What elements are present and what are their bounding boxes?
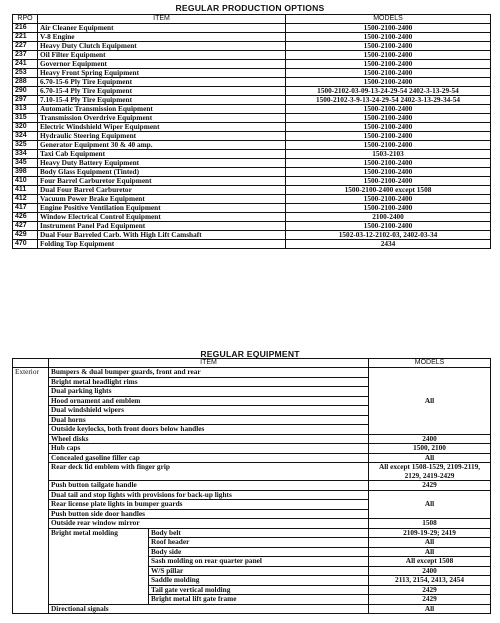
table-row — [13, 24, 491, 33]
molding-item: Bright metal lift gate frame — [149, 595, 369, 605]
rpo-header: RPO — [13, 15, 38, 24]
models-cell: 1500-2100-2400 — [286, 195, 491, 204]
models-cell: 1500-2100-2400 — [286, 42, 491, 51]
models-cell: 1500-2100-2400 — [286, 69, 491, 78]
models-cell: 1500-2102-03-09-13-24-29-54 2402-3-13-29-54 — [286, 87, 491, 96]
item-cell: 6.70-15-6 Ply Tire Equipment — [38, 78, 286, 87]
equipment-models: 2400 — [369, 434, 491, 444]
table-row — [13, 453, 491, 463]
equipment-item: Dual parking lights — [49, 387, 369, 397]
equipment-item: Push button tailgate handle — [49, 481, 369, 491]
item-header: ITEM — [38, 15, 286, 24]
equipment-models: All — [369, 547, 491, 557]
molding-item: Body belt — [149, 528, 369, 538]
table-row — [13, 434, 491, 444]
equipment-item: Directional signals — [49, 604, 369, 614]
models-cell: 1500-2100-2400 — [286, 204, 491, 213]
equipment-models: All except 1508-1529, 2109-2119, 2129, 2419-2429 — [369, 463, 491, 481]
models-cell: 1500-2100-2400 — [286, 60, 491, 69]
item-cell: Four Barrel Carburetor Equipment — [38, 177, 286, 186]
regular-equipment-table — [12, 358, 491, 614]
item-cell: Electric Windshield Wiper Equipment — [38, 123, 286, 132]
equipment-models: All — [369, 368, 491, 435]
equipment-item: Dual windshield wipers — [49, 406, 369, 416]
item-cell: Window Electrical Control Equipment — [38, 213, 286, 222]
molding-item: Saddle molding — [149, 576, 369, 586]
molding-item: Roof header — [149, 538, 369, 548]
rpo-cell: 398 — [13, 168, 38, 177]
molding-item: Sash molding on rear quarter panel — [149, 557, 369, 567]
rpo-cell: 227 — [13, 42, 38, 51]
equipment-item: Rear deck lid emblem with finger grip — [49, 463, 369, 481]
models-cell: 2100-2400 — [286, 213, 491, 222]
item-cell: Folding Top Equipment — [38, 240, 286, 249]
rpo-cell: 288 — [13, 78, 38, 87]
item-cell: V-8 Engine — [38, 33, 286, 42]
item-cell: 6.70-15-4 Ply Tire Equipment — [38, 87, 286, 96]
rpo-cell: 426 — [13, 213, 38, 222]
table-header-row — [13, 15, 491, 24]
item-cell: Oil Filter Equipment — [38, 51, 286, 60]
item-cell: Hydraulic Steering Equipment — [38, 132, 286, 141]
table-row — [13, 78, 491, 87]
molding-item: W/S pillar — [149, 566, 369, 576]
table-row — [13, 195, 491, 204]
table-row — [13, 123, 491, 132]
category-label: Exterior — [13, 368, 49, 614]
item-cell: Vacuum Power Brake Equipment — [38, 195, 286, 204]
equipment-models: All — [369, 453, 491, 463]
equipment-models: 2429 — [369, 481, 491, 491]
rpo-cell: 237 — [13, 51, 38, 60]
table-header-row — [13, 359, 491, 368]
table-row — [13, 159, 491, 168]
equipment-item: Outside rear window mirror — [49, 519, 369, 529]
models-cell: 1500-2100-2400 — [286, 177, 491, 186]
item-cell: Governor Equipment — [38, 60, 286, 69]
models-cell: 1500-2100-2400 — [286, 159, 491, 168]
table-row — [13, 186, 491, 195]
table-row — [13, 368, 491, 378]
models-cell: 2434 — [286, 240, 491, 249]
models-cell: 1500-2100-2400 — [286, 222, 491, 231]
equipment-item: Push button side door handles — [49, 509, 369, 519]
models-cell: 1500-2100-2400 — [286, 141, 491, 150]
equipment-models: 2400 — [369, 566, 491, 576]
item-cell: Heavy Front Spring Equipment — [38, 69, 286, 78]
rpo-cell: 253 — [13, 69, 38, 78]
table-row — [13, 177, 491, 186]
rpo-cell: 429 — [13, 231, 38, 240]
table-row — [13, 168, 491, 177]
rpo-cell: 241 — [13, 60, 38, 69]
item-cell: Heavy Duty Battery Equipment — [38, 159, 286, 168]
equipment-models: 2109-19-29; 2419 — [369, 528, 491, 538]
molding-item: Tail gate vertical molding — [149, 585, 369, 595]
item-cell: Engine Positive Ventilation Equipment — [38, 204, 286, 213]
equipment-models: 1508 — [369, 519, 491, 529]
equipment-models: All except 1508 — [369, 557, 491, 567]
table-row — [13, 132, 491, 141]
equipment-item: Hood ornament and emblem — [49, 396, 369, 406]
table-row — [13, 519, 491, 529]
item-cell: Heavy Duty Clutch Equipment — [38, 42, 286, 51]
equipment-item: Concealed gasoline filler cap — [49, 453, 369, 463]
table-row — [13, 481, 491, 491]
molding-group-label: Bright metal molding — [49, 528, 149, 604]
table-row — [13, 213, 491, 222]
table-row — [13, 105, 491, 114]
rpo-cell: 334 — [13, 150, 38, 159]
models-cell: 1500-2100-2400 — [286, 114, 491, 123]
item-cell: Generator Equipment 30 & 40 amp. — [38, 141, 286, 150]
item-cell: 7.10-15-4 Ply Tire Equipment — [38, 96, 286, 105]
equipment-models: 2429 — [369, 595, 491, 605]
table-row — [13, 51, 491, 60]
item-cell: Dual Four Barreled Carb. With High Lift Camshaft — [38, 231, 286, 240]
item-cell: Automatic Transmission Equipment — [38, 105, 286, 114]
models-cell: 1503-2103 — [286, 150, 491, 159]
models-cell: 1500-2100-2400 — [286, 33, 491, 42]
equipment-models: All — [369, 490, 491, 519]
production-options-title: REGULAR PRODUCTION OPTIONS — [175, 3, 325, 13]
models-header: MODELS — [369, 359, 491, 368]
table-row — [13, 444, 491, 454]
rpo-cell: 345 — [13, 159, 38, 168]
table-row — [13, 240, 491, 249]
equipment-models: All — [369, 604, 491, 614]
rpo-cell: 324 — [13, 132, 38, 141]
equipment-item: Bumpers & dual bumper guards, front and rear — [49, 368, 369, 378]
rpo-cell: 320 — [13, 123, 38, 132]
molding-item: Body side — [149, 547, 369, 557]
models-cell: 1500-2100-2400 — [286, 51, 491, 60]
item-cell: Body Glass Equipment (Tinted) — [38, 168, 286, 177]
item-header: ITEM — [49, 359, 369, 368]
models-cell: 1500-2102-3-9-13-24-29-54 2402-3-13-29-34-54 — [286, 96, 491, 105]
rpo-cell: 290 — [13, 87, 38, 96]
table-row — [13, 87, 491, 96]
item-cell: Instrument Panel Pad Equipment — [38, 222, 286, 231]
item-cell: Taxi Cab Equipment — [38, 150, 286, 159]
rpo-cell: 315 — [13, 114, 38, 123]
table-row — [13, 222, 491, 231]
rpo-cell: 470 — [13, 240, 38, 249]
rpo-cell: 216 — [13, 24, 38, 33]
table-row — [13, 231, 491, 240]
table-row — [13, 141, 491, 150]
models-cell: 1502-03-12-2102-03, 2402-03-34 — [286, 231, 491, 240]
equipment-item: Bright metal headlight rims — [49, 377, 369, 387]
rpo-cell: 221 — [13, 33, 38, 42]
rpo-cell: 417 — [13, 204, 38, 213]
table-row — [13, 604, 491, 614]
equipment-item: Outside keylocks, both front doors below handles — [49, 425, 369, 435]
models-cell: 1500-2100-2400 except 1508 — [286, 186, 491, 195]
equipment-item: Wheel disks — [49, 434, 369, 444]
table-row — [13, 528, 491, 538]
equipment-item: Dual horns — [49, 415, 369, 425]
item-cell: Dual Four Barrel Carburetor — [38, 186, 286, 195]
table-row — [13, 33, 491, 42]
production-options-table — [12, 14, 491, 249]
regular-equipment-title: REGULAR EQUIPMENT — [200, 349, 300, 359]
table-row — [13, 463, 491, 481]
rpo-cell: 410 — [13, 177, 38, 186]
equipment-models: 1500, 2100 — [369, 444, 491, 454]
table-row — [13, 490, 491, 500]
rpo-cell: 325 — [13, 141, 38, 150]
models-cell: 1500-2100-2400 — [286, 132, 491, 141]
equipment-item: Hub caps — [49, 444, 369, 454]
equipment-models: 2113, 2154, 2413, 2454 — [369, 576, 491, 586]
table-row — [13, 114, 491, 123]
item-cell: Transmission Overdrive Equipment — [38, 114, 286, 123]
rpo-cell: 412 — [13, 195, 38, 204]
rpo-cell: 427 — [13, 222, 38, 231]
models-header: MODELS — [286, 15, 491, 24]
table-row — [13, 69, 491, 78]
models-cell: 1500-2100-2400 — [286, 24, 491, 33]
models-cell: 1500-2100-2400 — [286, 123, 491, 132]
item-cell: Air Cleaner Equipment — [38, 24, 286, 33]
table-row — [13, 150, 491, 159]
equipment-item: Dual tail and stop lights with provisions for back-up lights — [49, 490, 369, 500]
models-cell: 1500-2100-2400 — [286, 105, 491, 114]
equipment-item: Rear license plate lights in bumper guards — [49, 500, 369, 510]
table-row — [13, 42, 491, 51]
models-cell: 1500-2100-2400 — [286, 168, 491, 177]
equipment-models: All — [369, 538, 491, 548]
rpo-cell: 411 — [13, 186, 38, 195]
models-cell: 1500-2100-2400 — [286, 78, 491, 87]
table-row — [13, 96, 491, 105]
table-row — [13, 204, 491, 213]
rpo-cell: 297 — [13, 96, 38, 105]
equipment-models: 2429 — [369, 585, 491, 595]
table-row — [13, 60, 491, 69]
rpo-cell: 313 — [13, 105, 38, 114]
